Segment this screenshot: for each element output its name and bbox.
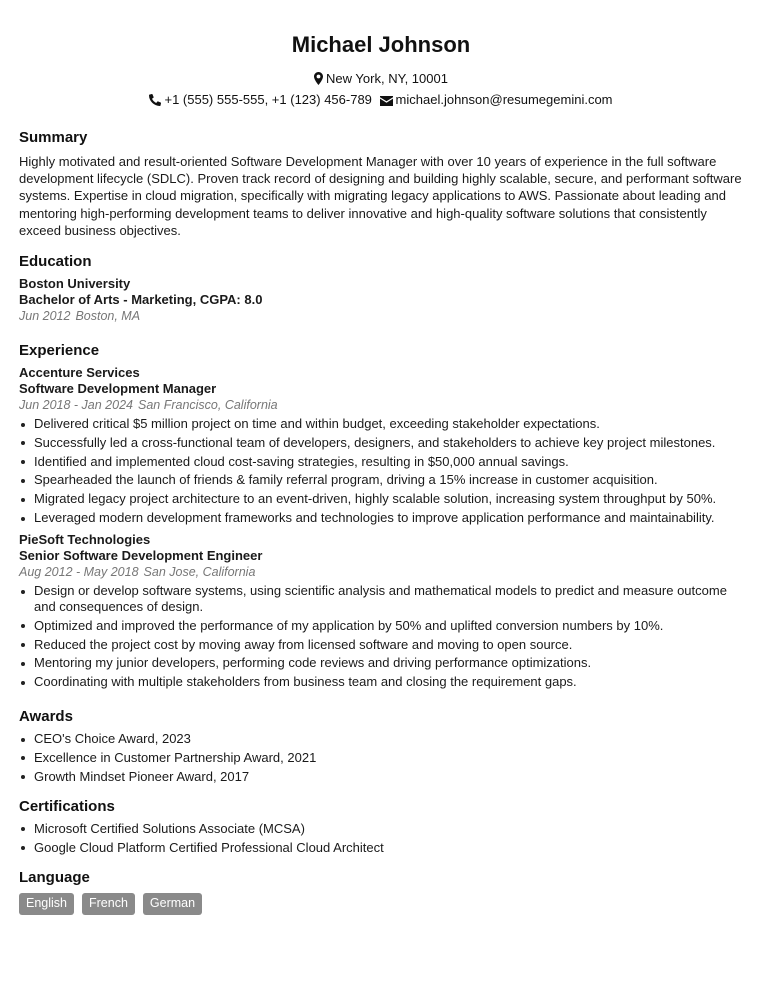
envelope-icon (380, 96, 393, 106)
location-line (0, 71, 762, 86)
experience-entry (19, 532, 743, 690)
email-link[interactable]: michael.johnson@resumegemini.com (395, 92, 613, 107)
list-item: Growth Mindset Pioneer Award, 2017 (19, 769, 743, 785)
education-heading: Education (19, 253, 92, 271)
phone-icon (149, 94, 161, 106)
experience-role: Senior Software Development Engineer (19, 548, 263, 563)
list-item: Optimized and improved the performance of my application by 50% and uplifted conversion numbers by 10%. (19, 618, 743, 634)
candidate-name: Michael Johnson (291, 32, 471, 57)
experience-location: San Francisco, California (137, 398, 278, 413)
awards-section (19, 708, 743, 785)
list-item: Coordinating with multiple stakeholders from business team and closing the requirement gaps. (19, 674, 743, 690)
experience-section (19, 342, 743, 690)
list-item: Identified and implemented cloud cost-saving strategies, resulting in $50,000 annual savings. (19, 454, 743, 470)
language-chips (19, 893, 743, 915)
education-section (19, 253, 743, 325)
experience-company: PieSoft Technologies (19, 532, 151, 547)
map-marker-icon (314, 72, 323, 85)
list-item: Delivered critical $5 million project on time and within budget, exceeding stakeholder expectations. (19, 416, 743, 432)
certifications-section (19, 798, 743, 856)
education-location: Boston, MA (75, 309, 141, 324)
language-heading: Language (19, 868, 90, 886)
experience-role: Software Development Manager (19, 381, 217, 397)
language-section (19, 869, 743, 915)
list-item: Design or develop software systems, using scientific analysis and mathematical models to predict and measure outcome and consequences of design. (19, 583, 743, 615)
location-text: New York, NY, 10001 (326, 71, 448, 86)
experience-heading: Experience (19, 342, 100, 360)
certifications-heading: Certifications (19, 797, 115, 815)
education-date: Jun 2012 (19, 309, 71, 324)
awards-heading: Awards (19, 708, 73, 726)
list-item: CEO's Choice Award, 2023 (19, 731, 743, 747)
experience-date: Jun 2018 - Jan 2024 (19, 398, 133, 413)
contact-line (0, 92, 762, 107)
education-meta (19, 308, 743, 325)
experience-meta (19, 564, 743, 581)
language-badge: German (143, 893, 202, 915)
certifications-list (19, 821, 743, 856)
language-badge: French (82, 893, 135, 915)
resume-content (19, 129, 743, 915)
summary-section (19, 129, 743, 239)
list-item: Microsoft Certified Solutions Associate (MCSA) (19, 821, 743, 837)
experience-date: Aug 2012 - May 2018 (19, 565, 139, 579)
summary-heading: Summary (19, 129, 88, 146)
phone-text: +1 (555) 555-555, +1 (123) 456-789 (164, 92, 372, 107)
list-item: Leveraged modern development frameworks and technologies to improve application performance and maintainability. (19, 510, 743, 526)
experience-location: San Jose, California (143, 565, 256, 579)
list-item: Successfully led a cross-functional team of developers, designers, and stakeholders to achieve key project milestones. (19, 435, 743, 451)
experience-bullets (19, 583, 743, 690)
experience-entry (19, 365, 743, 526)
experience-company: Accenture Services (19, 365, 140, 381)
list-item: Migrated legacy project architecture to an event-driven, highly scalable solution, increasing system throughput by 50%. (19, 491, 743, 507)
list-item: Reduced the project cost by moving away from licensed software and moving to open source. (19, 637, 743, 653)
list-item: Mentoring my junior developers, performing code reviews and driving performance optimizations. (19, 655, 743, 671)
list-item: Spearheaded the launch of friends & family referral program, driving a 15% increase in customer acquisition. (19, 472, 743, 488)
summary-text: Highly motivated and result-oriented Software Development Manager with over 10 years of experience in the full software development lifecycle (SDLC). Proven track record of designing and building highly scalable, secure, and performant software systems. Expertise in cloud migration, specifically with migrating legacy applications to AWS. Passionate about leading and mentoring high-performing development teams to deliver innovative and high-quality software solutions that consistently exceed business objectives. (19, 154, 742, 238)
list-item: Google Cloud Platform Certified Professional Cloud Architect (19, 840, 743, 856)
experience-bullets (19, 416, 743, 526)
language-badge: English (19, 893, 74, 915)
awards-list (19, 731, 743, 785)
education-degree: Bachelor of Arts - Marketing, CGPA: 8.0 (19, 292, 263, 308)
education-school: Boston University (19, 276, 131, 292)
experience-meta (19, 397, 743, 414)
list-item: Excellence in Customer Partnership Award, 2021 (19, 750, 743, 766)
